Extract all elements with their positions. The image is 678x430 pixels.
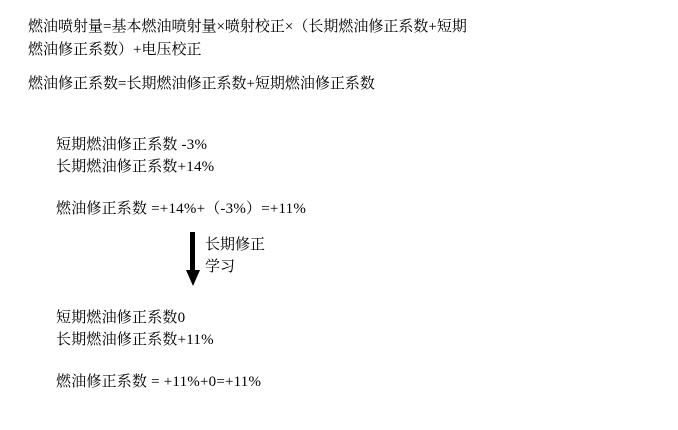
after-total-trim: 燃油修正系数 = +11%+0=+11%: [56, 374, 262, 390]
main-formula: [28, 16, 648, 62]
arrow-label-line-2: 学习: [205, 259, 236, 275]
arrow-shaft: [190, 232, 195, 272]
arrow-label-line-1: 长期修正: [205, 237, 266, 253]
arrow-head: [186, 270, 200, 286]
down-arrow-icon: [186, 232, 200, 288]
main-formula-line-2: 燃油修正系数）+电压校正: [28, 42, 202, 58]
main-formula-line-1: 燃油喷射量=基本燃油喷射量×喷射校正×（长期燃油修正系数+短期: [28, 19, 467, 35]
after-long-term-trim: 长期燃油修正系数+11%: [56, 332, 214, 348]
before-total-trim: 燃油修正系数 =+14%+（-3%）=+11%: [56, 201, 307, 217]
before-long-term-trim: 长期燃油修正系数+14%: [56, 159, 215, 175]
after-short-term-trim: 短期燃油修正系数0: [56, 310, 186, 326]
secondary-formula: 燃油修正系数=长期燃油修正系数+短期燃油修正系数: [28, 76, 375, 92]
before-short-term-trim: 短期燃油修正系数 -3%: [56, 137, 208, 153]
